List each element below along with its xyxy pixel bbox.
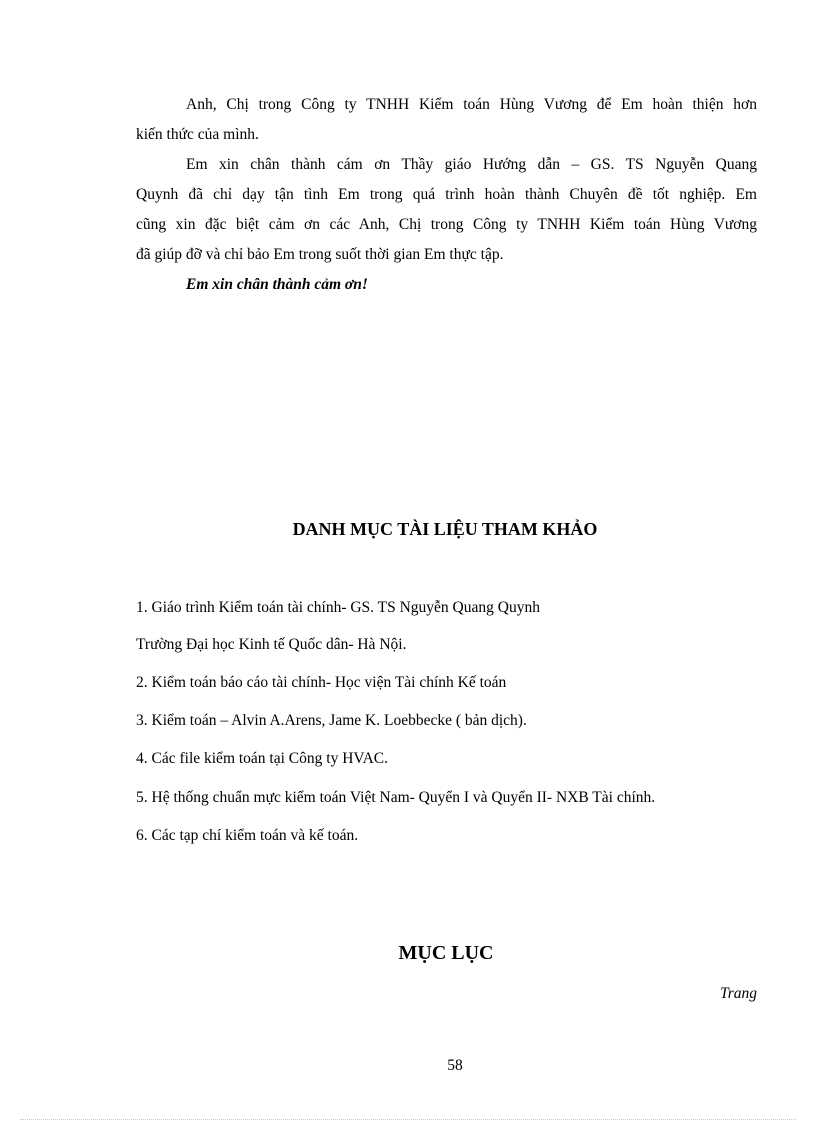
ack-line-6: đã giúp đỡ và chỉ bảo Em trong suốt thời gian Em thực tập. bbox=[136, 246, 504, 263]
toc-page-column-label: Trang bbox=[719, 985, 757, 1002]
reference-item-2: 2. Kiểm toán báo cáo tài chính- Học viện Tài chính Kế toán bbox=[136, 674, 507, 691]
ack-closing: Em xin chân thành cảm ơn! bbox=[186, 276, 368, 293]
reference-item-1-cont: Trường Đại học Kinh tế Quốc dân- Hà Nội. bbox=[136, 636, 407, 653]
reference-item-3: 3. Kiểm toán – Alvin A.Arens, Jame K. Loebbecke ( bản dịch). bbox=[136, 712, 527, 729]
page-bottom-rule bbox=[20, 1119, 796, 1120]
references-title: DANH MỤC TÀI LIỆU THAM KHẢO bbox=[292, 519, 598, 539]
ack-line-3: Em xin chân thành cám ơn Thầy giáo Hướng dẫn – GS. TS Nguyễn Quang bbox=[186, 156, 757, 173]
reference-item-6: 6. Các tạp chí kiểm toán và kế toán. bbox=[136, 827, 359, 844]
reference-item-5: 5. Hệ thống chuẩn mực kiểm toán Việt Nam- Quyển I và Quyển II- NXB Tài chính. bbox=[136, 789, 656, 806]
ack-line-5: cũng xin đặc biệt cảm ơn các Anh, Chị trong Công ty TNHH Kiểm toán Hùng Vương bbox=[136, 216, 757, 233]
ack-line-1: Anh, Chị trong Công ty TNHH Kiểm toán Hùng Vương để Em hoàn thiện hơn bbox=[186, 96, 757, 113]
ack-line-4: Quynh đã chỉ dạy tận tình Em trong quá trình hoàn thành Chuyên đề tốt nghiệp. Em bbox=[136, 186, 757, 203]
ack-line-2: kiến thức của mình. bbox=[136, 126, 259, 143]
page-number: 58 bbox=[447, 1057, 463, 1074]
reference-item-1: 1. Giáo trình Kiểm toán tài chính- GS. TS Nguyễn Quang Quynh bbox=[136, 599, 540, 616]
toc-title: MỤC LỤC bbox=[398, 942, 494, 964]
reference-item-4: 4. Các file kiểm toán tại Công ty HVAC. bbox=[136, 750, 388, 767]
